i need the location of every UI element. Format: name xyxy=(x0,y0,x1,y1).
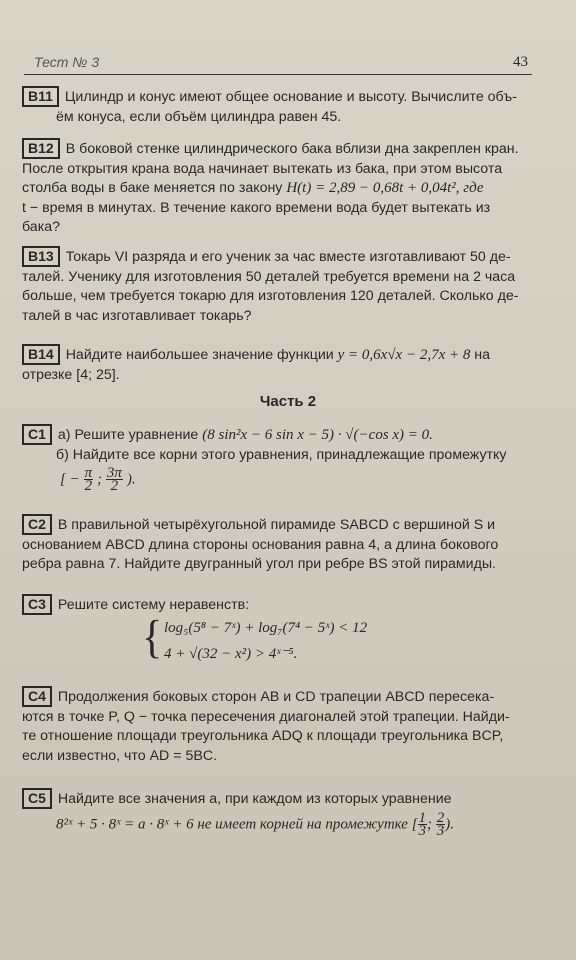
task-text: столба воды в баке меняется по закону xyxy=(22,180,287,196)
task-text: Продолжения боковых сторон AB и CD трапеции ABCD пересека- xyxy=(57,689,495,705)
task-text: а) Решите уравнение xyxy=(57,427,203,443)
task-text: В правильной четырёхугольной пирамиде SABCD с вершиной S и xyxy=(57,517,496,533)
fraction: $\frac{\pi}{2}$ xyxy=(84,465,93,494)
task-text: ём конуса, если объём цилиндра равен 45. xyxy=(56,108,342,125)
task-number-badge: C2 xyxy=(22,514,52,535)
task-text: те отношение площади треугольника ADQ к площади треугольника BCP, xyxy=(22,728,504,744)
bracket: [ xyxy=(411,815,418,832)
task-number-badge: C1 xyxy=(22,424,52,445)
task-number-badge: C4 xyxy=(22,686,52,707)
task-text: 8²ˣ + 5 · 8ˣ = a · 8ˣ + 6 не имеет корней на промежутке xyxy=(56,815,412,832)
task-text: если известно, что AD = 5BC. xyxy=(22,747,218,764)
task-text: больше, чем требуется токарю для изготовления 120 деталей. Сколько де- xyxy=(22,288,519,304)
separator: ; xyxy=(97,471,106,488)
task-text: талей в час изготавливает токарь? xyxy=(22,307,252,324)
bracket: ). xyxy=(445,815,455,832)
fraction: $\frac{2}{3}$ xyxy=(436,809,445,839)
inequality-2: 4 + √(32 − x²) > 4ˣ⁻⁵. xyxy=(164,646,298,662)
task-number-badge: B12 xyxy=(22,138,60,159)
bracket: ). xyxy=(126,471,136,488)
bracket: [ − xyxy=(60,471,80,488)
page-header xyxy=(24,52,532,75)
formula: y = 0,6x√x − 2,7x + 8 xyxy=(337,347,471,363)
task-text: б) Найдите все корни этого уравнения, принадлежащие промежутку xyxy=(56,446,507,463)
task-c4 xyxy=(22,686,542,766)
task-c2 xyxy=(22,514,542,575)
fraction: $\frac{3\pi}{2}$ xyxy=(106,465,122,494)
task-text: Найдите все значения a, при каждом из которых уравнение xyxy=(57,791,452,807)
task-text: ребра равна 7. Найдите двугранный угол при ребре BS этой пирамиды. xyxy=(22,556,496,572)
task-text: t − время в минутах. В течение какого времени вода будет вытекать из xyxy=(22,199,491,216)
task-number-badge: C3 xyxy=(22,594,52,615)
task-number-badge: B11 xyxy=(22,86,59,107)
task-b11 xyxy=(22,86,542,127)
fraction: $\frac{1}{3}$ xyxy=(418,809,427,839)
test-title: Тест № 3 xyxy=(34,54,100,70)
task-text: талей. Ученику для изготовления 50 деталей требуется времени на 2 часа xyxy=(22,268,516,285)
task-text: После открытия крана вода начинает вытекать из бака, при этом высота xyxy=(22,160,503,177)
task-b12 xyxy=(22,138,542,238)
section-heading: Часть 2 xyxy=(259,393,317,410)
task-text: основанием ABCD длина стороны основания равна 4, а длина бокового xyxy=(22,536,499,553)
task-text: Решите систему неравенств: xyxy=(57,597,250,613)
inequality-1: log₅(5⁸ − 7ˣ) + log₇(7⁴ − 5ˣ) < 12 xyxy=(164,620,368,636)
task-text: Токарь VI разряда и его ученик за час вместе изготавливают 50 де- xyxy=(65,249,511,265)
task-text: бака? xyxy=(22,219,60,235)
task-text: В боковой стенке цилиндрического бака вблизи дна закреплен кран. xyxy=(65,141,519,157)
task-c1 xyxy=(22,424,542,492)
page-number: 43 xyxy=(513,54,528,70)
task-text: на xyxy=(470,347,491,363)
separator: ; xyxy=(427,815,436,832)
interval xyxy=(22,467,542,492)
system-brace: { xyxy=(142,612,163,664)
task-c3 xyxy=(22,594,542,616)
task-c5 xyxy=(22,788,542,837)
task-number-badge: B14 xyxy=(22,344,60,365)
formula: (8 sin²x − 6 sin x − 5) · √(−cos x) = 0. xyxy=(202,427,433,443)
task-text: отрезке [4; 25]. xyxy=(22,366,120,383)
task-text: ются в точке P, Q − точка пересечения диагоналей этой трапеции. Найди- xyxy=(22,708,510,725)
task-text: Цилиндр и конус имеют общее основание и высоту. Вычислите объ- xyxy=(64,89,517,105)
formula: H(t) = 2,89 − 0,68t + 0,04t², где xyxy=(286,180,484,196)
task-number-badge: B13 xyxy=(22,246,60,267)
task-text: Найдите наибольшее значение функции xyxy=(65,347,338,363)
task-number-badge: C5 xyxy=(22,788,52,809)
task-b13 xyxy=(22,246,542,326)
task-b14 xyxy=(22,344,542,385)
